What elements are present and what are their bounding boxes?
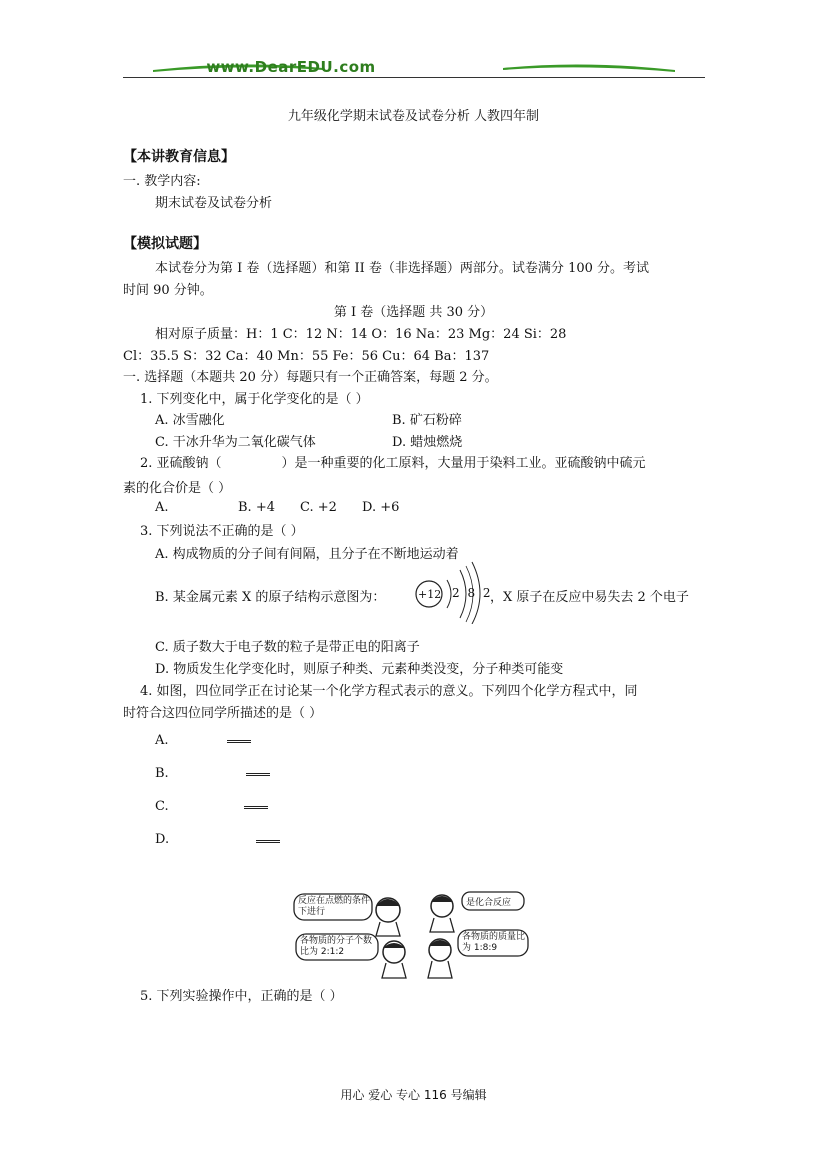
q5-stem: 5. 下列实验操作中，正确的是（ ） — [140, 989, 343, 1004]
atomic-mass-line-2: Cl：35.5 S：32 Ca：40 Mn：55 Fe：56 Cu：64 Ba：137 — [123, 349, 490, 364]
q2-option-a: A. — [155, 500, 169, 515]
page-title: 九年级化学期末试卷及试卷分析 人教四年制 — [287, 109, 540, 124]
atomic-mass-line-1: 相对原子质量：H：1 C：12 N：14 O：16 Na：23 Mg：24 Si：28 — [155, 327, 567, 342]
q2-option-d: D. +6 — [362, 500, 400, 515]
students-discussion-figure — [290, 888, 532, 980]
q4-option-d: D. — [155, 832, 170, 847]
q3-option-c: C. 质子数大于电子数的粒子是带正电的阳离子 — [155, 640, 420, 655]
bubble-ignition-condition: 反应在点燃的条件下进行 — [298, 896, 371, 917]
part1-title: 第 I 卷（选择题 共 30 分） — [333, 305, 494, 320]
header-divider — [123, 77, 705, 78]
q3-option-b-prefix: B. 某金属元素 X 的原子结构示意图为： — [155, 590, 386, 605]
q1-option-b: B. 矿石粉碎 — [392, 413, 462, 428]
q3-option-b-suffix: ，X 原子在反应中易失去 2 个电子 — [490, 590, 689, 605]
atom-nucleus-label: +12 — [418, 588, 442, 601]
q4-option-b: B. — [155, 766, 169, 781]
q3-option-d: D. 物质发生化学变化时，则原子种类、元素种类没变，分子种类可能变 — [155, 662, 564, 677]
q3-stem: 3. 下列说法不正确的是（ ） — [140, 524, 304, 539]
q2-stem-part-b: ）是一种重要的化工原料，大量用于染料工业。亚硫酸钠中硫元 — [281, 456, 646, 471]
bubble-molecule-ratio: 各物质的分子个数比为 2:1:2 — [300, 936, 373, 957]
logo-text: www.DearEDU.com — [206, 58, 376, 76]
q4-stem-line-1: 4. 如图，四位同学正在讨论某一个化学方程式表示的意义。下列四个化学方程式中，同 — [140, 684, 638, 699]
q4-option-c-equation-sign — [244, 806, 268, 809]
page-footer: 用心 爱心 专心 116 号编辑 — [340, 1088, 487, 1102]
teaching-content-label: 一. 教学内容: — [123, 174, 201, 189]
q4-option-a: A. — [155, 733, 169, 748]
atom-shell-electrons: 2 8 2 — [452, 586, 493, 600]
q4-option-c: C. — [155, 799, 169, 814]
q3-option-a: A. 构成物质的分子间有间隔，且分子在不断地运动着 — [155, 547, 459, 562]
q4-option-b-equation-sign — [246, 773, 270, 776]
q4-option-d-equation-sign — [256, 840, 280, 843]
q4-option-a-equation-sign — [227, 740, 251, 743]
teaching-content-text: 期末试卷及试卷分析 — [155, 196, 273, 211]
choice-section-heading: 一. 选择题（本题共 20 分）每题只有一个正确答案，每题 2 分。 — [123, 370, 498, 385]
q2-option-b: B. +4 — [238, 500, 275, 515]
q2-option-c: C. +2 — [300, 500, 337, 515]
intro-line-2: 时间 90 分钟。 — [123, 283, 213, 298]
bubble-combination-reaction: 是化合反应 — [466, 898, 512, 908]
q2-stem-part-a: 2. 亚硫酸钠（ — [140, 456, 222, 471]
q1-option-a: A. 冰雪融化 — [155, 413, 225, 428]
bubble-mass-ratio: 各物质的质量比为 1:8:9 — [462, 932, 526, 953]
q2-stem-line-2: 素的化合价是（ ） — [123, 481, 232, 496]
section-heading-exam: 【模拟试题】 — [123, 236, 207, 252]
intro-line-1: 本试卷分为第 I 卷（选择题）和第 II 卷（非选择题）两部分。试卷满分 100 分。考试 — [155, 261, 650, 276]
q1-option-d: D. 蜡烛燃烧 — [392, 435, 463, 450]
q4-stem-line-2: 时符合这四位同学所描述的是（ ） — [123, 706, 323, 721]
q1-stem: 1. 下列变化中，属于化学变化的是（ ） — [140, 392, 369, 407]
section-heading-info: 【本讲教育信息】 — [123, 149, 235, 165]
q1-option-c: C. 干冰升华为二氧化碳气体 — [155, 435, 316, 450]
q2-stem — [140, 452, 646, 471]
